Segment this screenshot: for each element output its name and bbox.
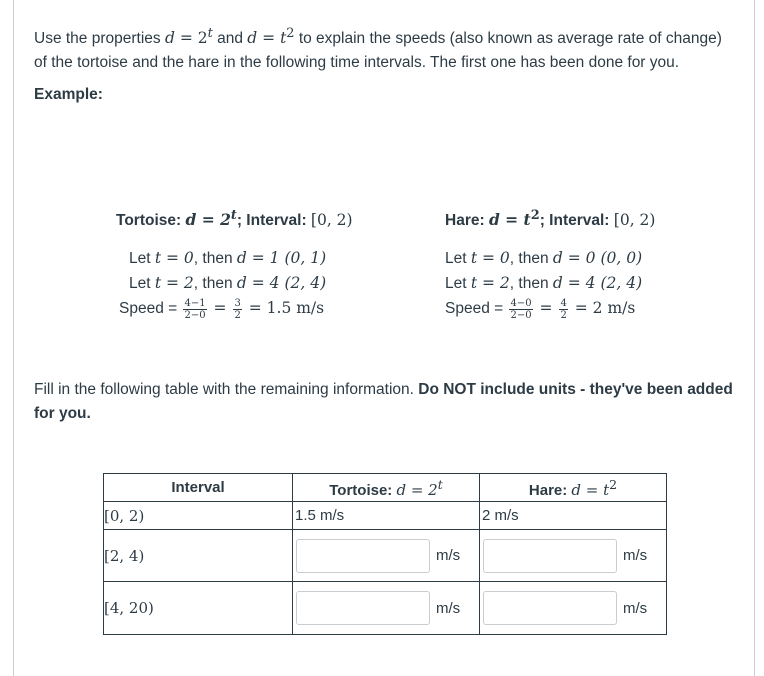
- hare-line-1: Let t = 0, then d = 0 (0, 0): [445, 249, 643, 268]
- hare-speed: Speed = $\frac{4-0}{2-0}$ = $\frac{4}{2}$ = 2 m/s: [445, 297, 636, 321]
- hare-cell: 2 m/s: [480, 502, 667, 530]
- hare-answer-input[interactable]: [483, 591, 617, 625]
- table-row: [104, 530, 667, 582]
- example-label: Example:: [34, 86, 103, 103]
- table-row: [104, 502, 667, 530]
- unit-label: m/s: [623, 547, 648, 564]
- tortoise-answer-input[interactable]: [296, 591, 430, 625]
- hare-example: [445, 205, 655, 321]
- interval-cell: [0, 2): [104, 502, 293, 530]
- answer-table: [103, 473, 667, 635]
- unit-label: m/s: [436, 547, 461, 564]
- interval-cell: [4, 20): [104, 582, 293, 635]
- header-tortoise: Tortoise: $d = 2^t$: [293, 474, 480, 502]
- hare-example-heading: Hare: $d = t^2$; Interval: [0, 2): [445, 208, 656, 230]
- fill-instructions: Fill in the following table with the remaining information. Do NOT include units - they've been added for you.: [34, 381, 733, 422]
- interval-cell: [2, 4): [104, 530, 293, 582]
- tortoise-line-2: Let t = 2, then d = 4 (2, 4): [129, 274, 327, 293]
- hare-answer-cell: [480, 530, 667, 582]
- tortoise-answer-cell: [293, 582, 480, 635]
- tortoise-answer-cell: [293, 530, 480, 582]
- header-hare: Hare: $d = t^2$: [480, 474, 667, 502]
- table-row: [104, 582, 667, 635]
- hare-answer-cell: [480, 582, 667, 635]
- unit-label: m/s: [623, 599, 648, 617]
- intro-text: Use the properties $d = 2^t$ and $d = t^2$ to explain the speeds (also known as average rate of change) of the tortoise and the hare in the following time intervals. The first one has been done for you.: [34, 26, 722, 72]
- tortoise-example: [116, 205, 353, 321]
- hare-line-2: Let t = 2, then d = 4 (2, 4): [445, 274, 643, 293]
- tortoise-speed: Speed = $\frac{4-1}{2-0}$ = $\frac{3}{2}$ = 1.5 m/s: [119, 297, 325, 321]
- hare-answer-input[interactable]: [483, 539, 617, 573]
- tortoise-line-1: Let t = 0, then d = 1 (0, 1): [129, 249, 327, 268]
- unit-label: m/s: [436, 599, 461, 617]
- tortoise-cell: 1.5 m/s: [293, 502, 480, 530]
- tortoise-example-heading: Tortoise: $d = 2^t$; Interval: [0, 2): [116, 208, 353, 230]
- header-interval: Interval: [104, 474, 293, 502]
- tortoise-answer-input[interactable]: [296, 539, 430, 573]
